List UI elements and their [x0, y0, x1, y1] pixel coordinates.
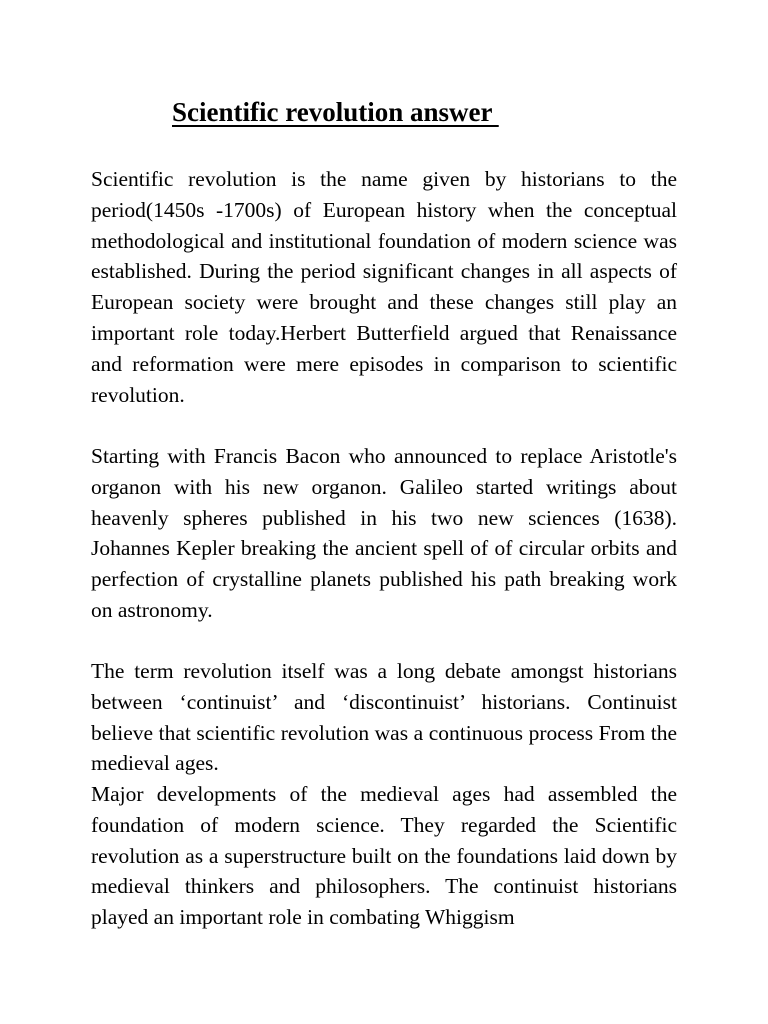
- paragraph-medieval-foundations: Major developments of the medieval ages had assembled the foundation of modern science. They regarded the Scientific revolution as a superstructure built on the foundations laid down by medieval thinkers and philosophers. The continuist historians played an important role in combating Whiggism: [91, 782, 677, 930]
- document-title: Scientific revolution answer: [172, 97, 499, 127]
- paragraph-continuist-debate: The term revolution itself was a long debate amongst historians between ‘continuist’ and ‘discontinuist’ historians. Continuist believe that scientific revolution was a continuous process From the medieval ages.: [91, 659, 677, 776]
- paragraph-key-figures: Starting with Francis Bacon who announced to replace Aristotle's organon with his new organon. Galileo started writings about heavenly spheres published in his two new sciences (1638). Johannes Kepler breaking the ancient spell of of circular orbits and perfection of crystalline planets published his path breaking work on astronomy.: [91, 444, 677, 622]
- paragraph-definition: Scientific revolution is the name given by historians to the period(1450s -1700s) of European history when the conceptual methodological and institutional foundation of modern science was established. During the period significant changes in all aspects of European society were brought and these changes still play an important role today.Herbert Butterfield argued that Renaissance and reformation were mere episodes in comparison to scientific revolution.: [91, 167, 677, 407]
